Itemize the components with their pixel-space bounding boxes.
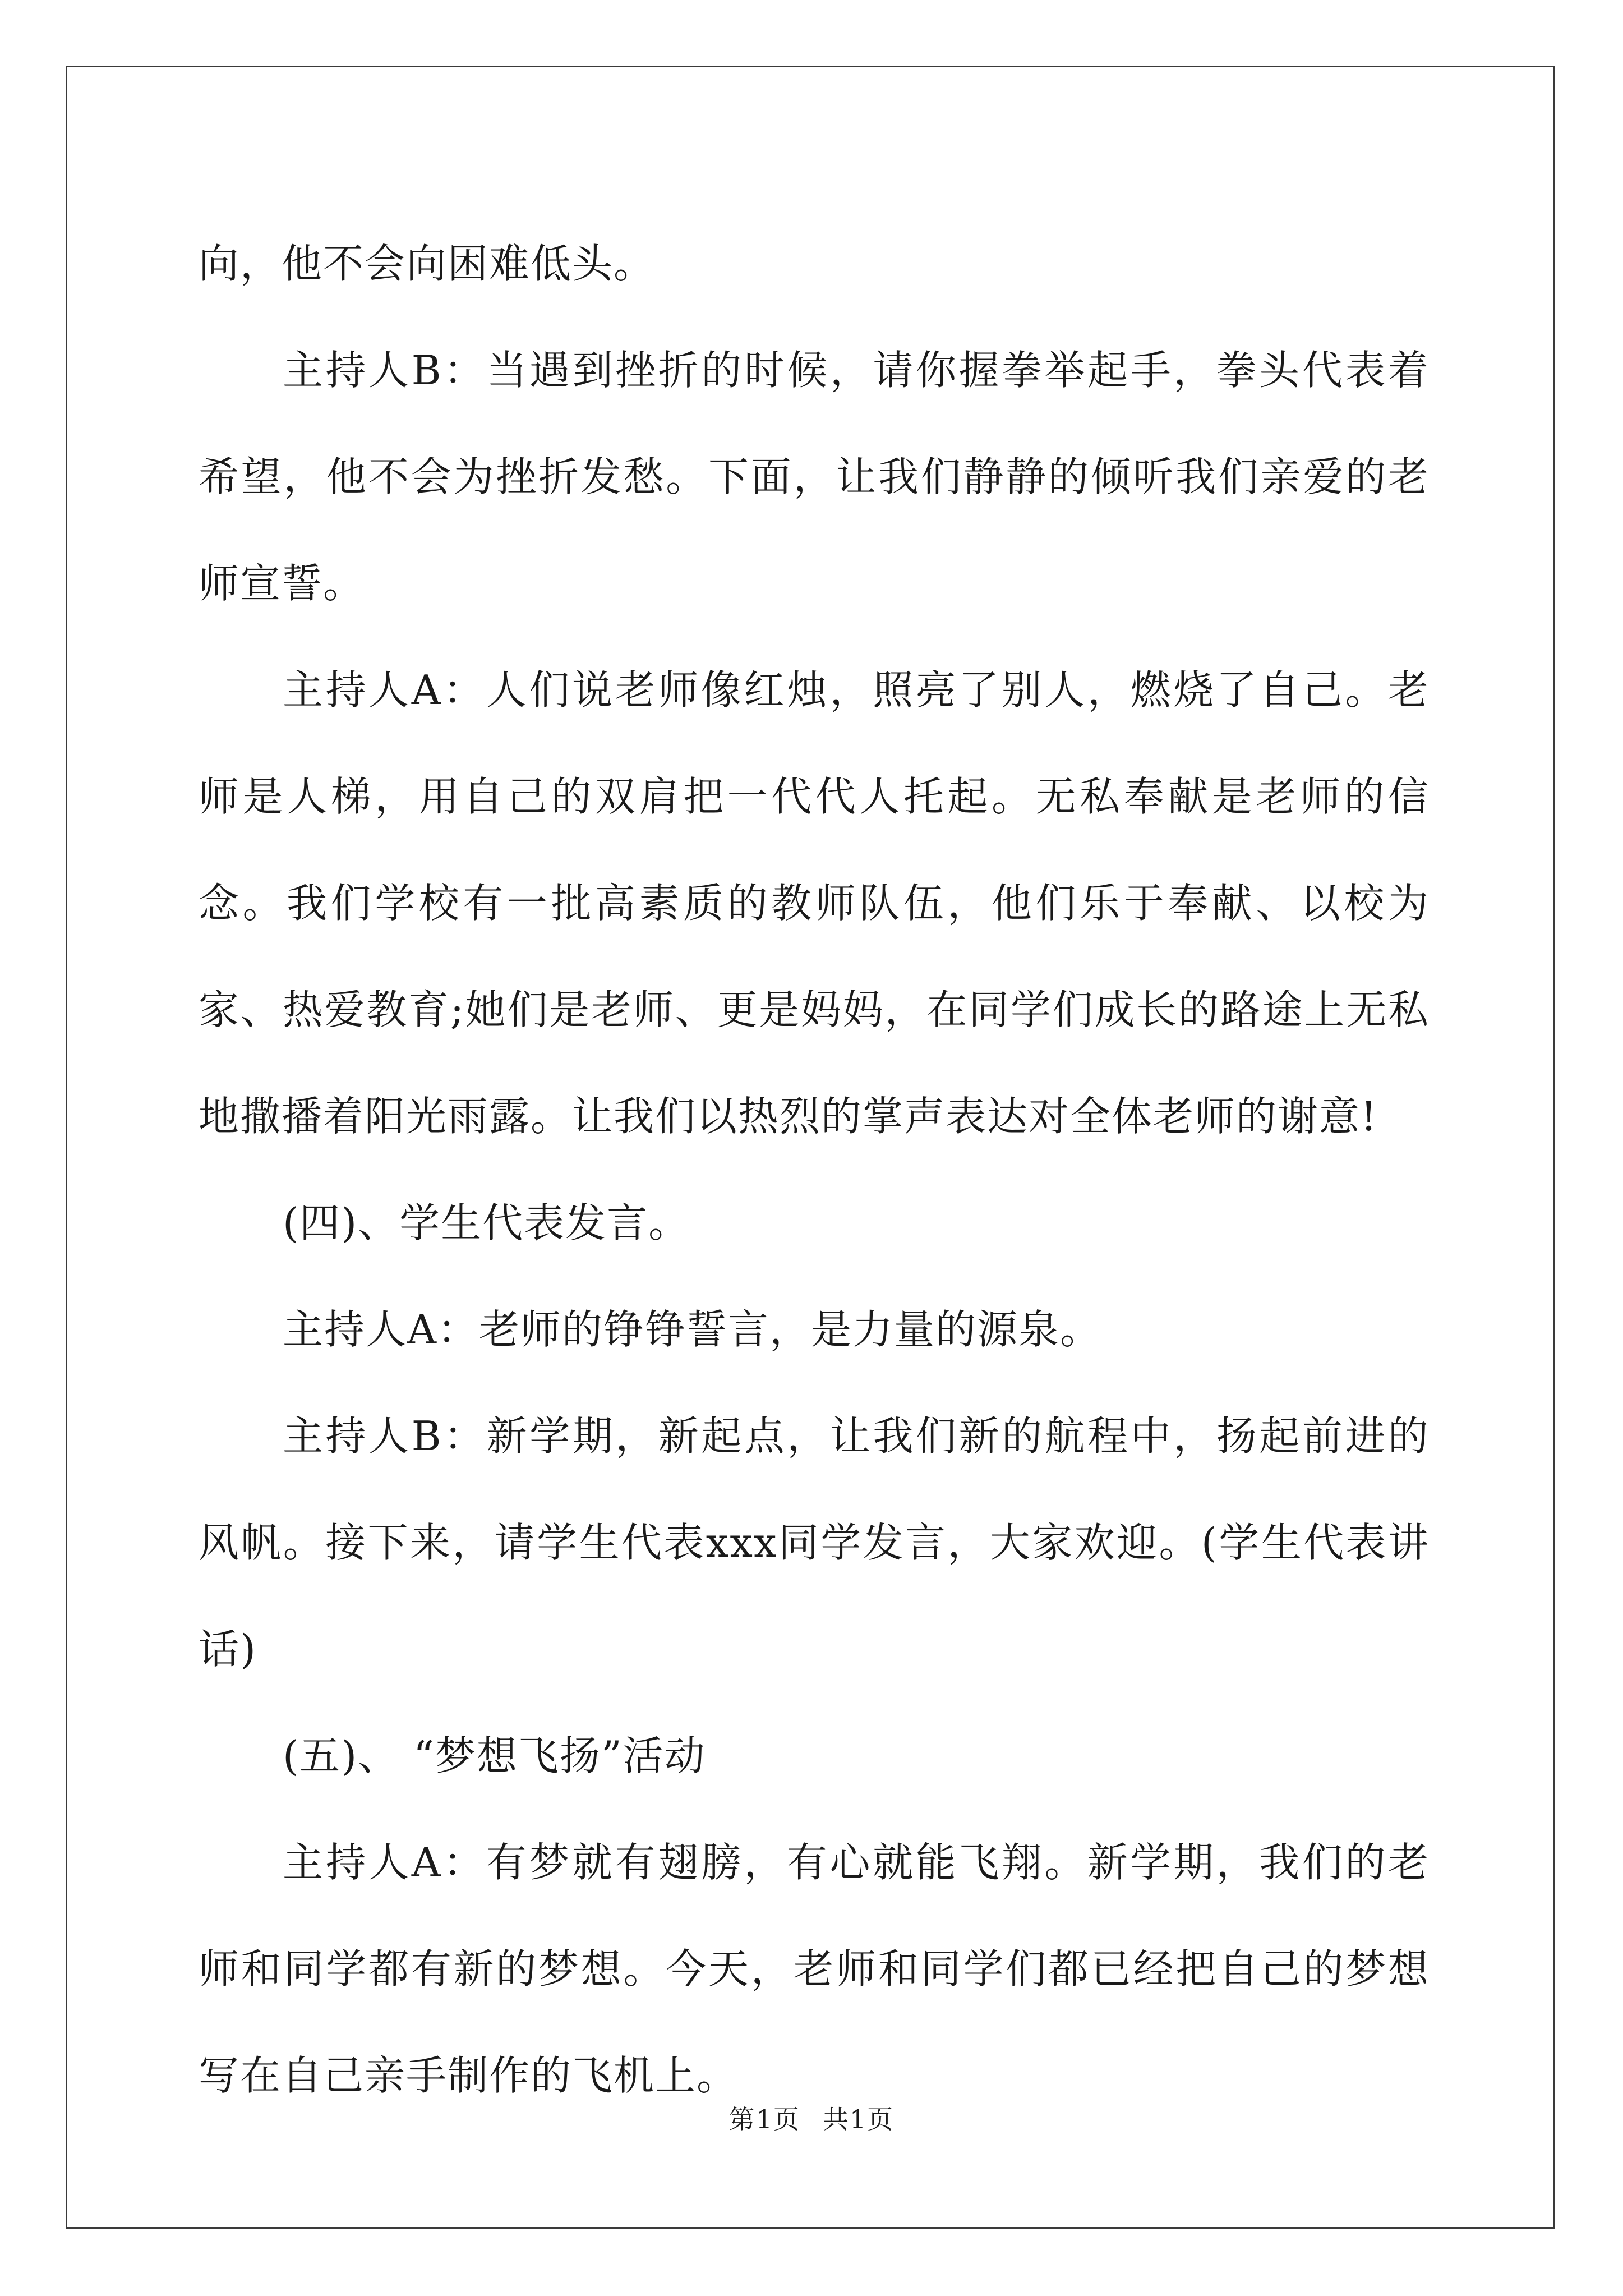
page-number: 第1页 [728, 2104, 800, 2134]
paragraph-4: (四)、学生代表发言。 [283, 1199, 690, 1246]
page-total: 共1页 [823, 2104, 895, 2134]
paragraph-7: (五)、 “梦想飞扬”活动 [283, 1732, 706, 1779]
page-footer [0, 2099, 1623, 2136]
paragraph-1: 向，他不会向困难低头。 [199, 240, 656, 287]
paragraph-6: 主持人B：新学期，新起点，让我们新的航程中，扬起前进的风帆。接下来，请学生代表xxx同学发言，大家欢迎。(学生代表讲话) [199, 1412, 1430, 1673]
paragraph-2: 主持人B：当遇到挫折的时候，请你握拳举起手，拳头代表着希望，他不会为挫折发愁。下面，让我们静静的倾听我们亲爱的老师宣誓。 [199, 347, 1430, 607]
paragraph-3: 主持人A：人们说老师像红烛，照亮了别人，燃烧了自己。老师是人梯，用自己的双肩把一代代人托起。无私奉献是老师的信念。我们学校有一批高素质的教师队伍，他们乐于奉献、以校为家、热爱教育;她们是老师、更是妈妈，在同学们成长的路途上无私地撒播着阳光雨露。让我们以热烈的掌声表达对全体老师的谢意! [199, 666, 1430, 1140]
document-body [199, 210, 1430, 2129]
paragraph-5: 主持人A：老师的铮铮誓言，是力量的源泉。 [283, 1306, 1101, 1353]
paragraph-8: 主持人A：有梦就有翅膀，有心就能飞翔。新学期，我们的老师和同学都有新的梦想。今天，老师和同学们都已经把自己的梦想写在自己亲手制作的飞机上。 [199, 1839, 1430, 2099]
